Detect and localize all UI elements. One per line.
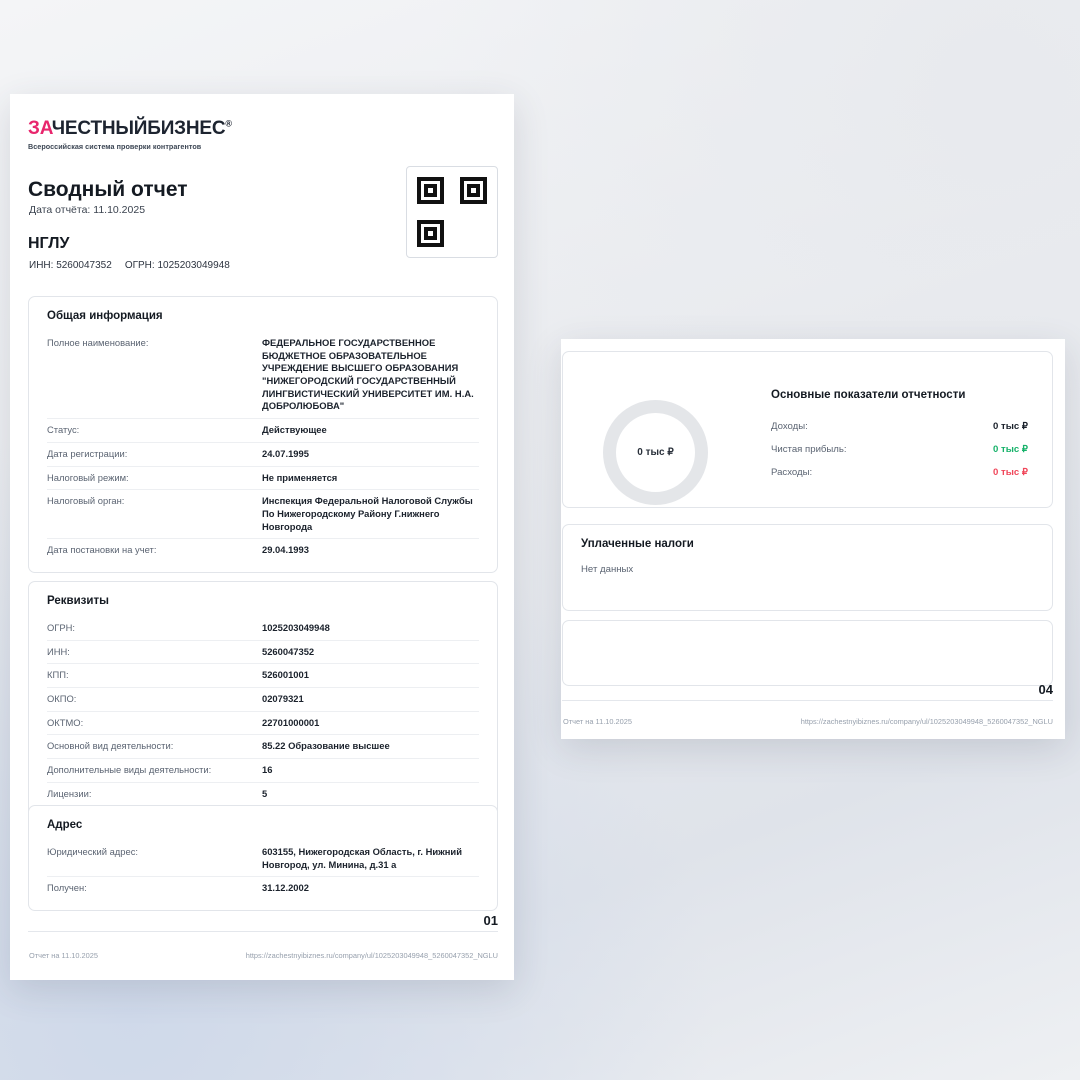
table-row (47, 332, 479, 418)
table-row (47, 663, 479, 687)
list-item (771, 438, 1028, 461)
table-row (47, 538, 479, 562)
address-card (28, 805, 498, 911)
table-row (47, 489, 479, 538)
paid-taxes-card (562, 524, 1053, 611)
row-key: Дополнительные виды деятельности: (47, 764, 212, 776)
donut-center-label: 0 тыс ₽ (616, 413, 695, 492)
logo-prefix: ЗА (28, 118, 52, 139)
company-short-name: НГЛУ (28, 235, 70, 252)
indicators-title: Основные показатели отчетности (771, 389, 966, 401)
qr-code-icon (417, 177, 487, 247)
indicators-rows (771, 415, 1028, 484)
brand-logo (28, 118, 232, 151)
row-value: Действующее (262, 424, 327, 436)
table-row (47, 734, 479, 758)
row-value: Не применяется (262, 471, 338, 483)
table-row (47, 640, 479, 664)
page-footer (29, 951, 498, 960)
row-value: 0 тыс ₽ (993, 421, 1028, 432)
row-key: ИНН: (47, 645, 70, 657)
requisites-rows (29, 617, 497, 816)
row-value: 29.04.1993 (262, 544, 309, 556)
qr-code-frame (406, 166, 498, 258)
row-value: 603155, Нижегородская Область, г. Нижний Новгород, ул. Минина, д.31 а (262, 846, 462, 870)
address-title: Адрес (47, 819, 83, 831)
row-value: ФЕДЕРАЛЬНОЕ ГОСУДАРСТВЕННОЕ БЮДЖЕТНОЕ ОБРАЗОВАТЕЛЬНОЕ УЧРЕЖДЕНИЕ ВЫСШЕГО ОБРАЗОВАНИЯ "НИЖЕГОРОДСКИЙ ГОСУДАРСТВЕННЫЙ ЛИНГВИСТИЧЕСКИЙ УНИВЕРСИТЕТ ИМ. Н.А. ДОБРОЛЮБОВА" (262, 337, 474, 412)
row-key: Юридический адрес: (47, 846, 138, 857)
row-key: Основной вид деятельности: (47, 740, 174, 752)
page-footer (563, 717, 1053, 726)
registered-mark-icon: ® (225, 118, 232, 129)
row-value: 1025203049948 (262, 622, 330, 633)
page-title: Сводный отчет (28, 178, 188, 201)
row-key: Налоговый орган: (47, 495, 125, 507)
list-item (771, 415, 1028, 438)
row-value: 31.12.2002 (262, 882, 309, 894)
report-page-4 (561, 339, 1065, 739)
paid-taxes-empty: Нет данных (581, 564, 634, 575)
table-row (47, 418, 479, 442)
revenue-donut-chart (603, 400, 708, 505)
row-key: Лицензии: (47, 787, 92, 799)
footer-divider (28, 931, 498, 932)
table-row (47, 782, 479, 806)
ogrn-value: ОГРН: 1025203049948 (124, 260, 230, 271)
table-row (47, 442, 479, 466)
row-key: Дата регистрации: (47, 447, 128, 459)
footer-date: Отчет на 11.10.2025 (563, 717, 632, 726)
footer-url[interactable]: https://zachestnyibiznes.ru/company/ul/1025203049948_5260047352_NGLU (800, 717, 1053, 726)
row-value: 16 (262, 764, 273, 776)
row-key: Чистая прибыль: (771, 444, 847, 455)
report-page-1 (10, 94, 514, 980)
general-info-rows (29, 332, 497, 572)
table-row (47, 466, 479, 490)
row-key: Полное наименование: (47, 337, 149, 348)
row-key: Налоговый режим: (47, 471, 129, 483)
row-value: 0 тыс ₽ (993, 444, 1028, 455)
footer-date: Отчет на 11.10.2025 (29, 951, 98, 960)
logo-rest: ЧЕСТНЫЙБИЗНЕС (51, 118, 226, 139)
row-key: Доходы: (771, 421, 808, 432)
inn-value: ИНН: 5260047352 (29, 260, 112, 271)
financial-indicators-card (562, 351, 1053, 508)
row-key: КПП: (47, 669, 69, 681)
list-item (771, 461, 1028, 484)
donut-ring (603, 400, 708, 505)
brand-tagline: Всероссийская система проверки контрагентов (28, 142, 202, 151)
row-value: 02079321 (262, 693, 304, 705)
row-value: 0 тыс ₽ (993, 467, 1028, 478)
requisites-card (28, 581, 498, 817)
company-identifiers (29, 260, 243, 271)
row-value: 24.07.1995 (262, 447, 309, 459)
table-row (47, 711, 479, 735)
row-key: Получен: (47, 882, 87, 894)
table-row (47, 841, 479, 876)
row-key: Статус: (47, 424, 80, 436)
page-number: 04 (1038, 682, 1053, 697)
row-value: 5 (262, 787, 268, 799)
general-info-title: Общая информация (47, 310, 163, 322)
empty-card (562, 620, 1053, 686)
paid-taxes-title: Уплаченные налоги (581, 538, 694, 550)
table-row (47, 876, 479, 900)
report-date: Дата отчёта: 11.10.2025 (29, 204, 146, 216)
row-value: 85.22 Образование высшее (262, 740, 390, 752)
footer-divider (562, 700, 1053, 701)
general-info-card (28, 296, 498, 573)
row-value: 5260047352 (262, 645, 315, 657)
row-value: Инспекция Федеральной Налоговой Службы По Нижегородскому Району Г.нижнего Новгорода (262, 495, 473, 532)
page-number: 01 (483, 913, 498, 928)
row-key: Расходы: (771, 467, 813, 478)
table-row (47, 617, 479, 640)
row-value: 22701000001 (262, 716, 320, 728)
footer-url[interactable]: https://zachestnyibiznes.ru/company/ul/1025203049948_5260047352_NGLU (245, 951, 498, 960)
requisites-title: Реквизиты (47, 595, 109, 607)
table-row (47, 687, 479, 711)
row-key: ОКТМО: (47, 716, 84, 728)
row-key: ОКПО: (47, 693, 77, 705)
row-key: ОГРН: (47, 622, 75, 633)
row-value: 526001001 (262, 669, 309, 681)
logo-text (28, 118, 232, 140)
table-row (47, 758, 479, 782)
address-rows (29, 841, 497, 910)
row-key: Дата постановки на учет: (47, 544, 157, 556)
